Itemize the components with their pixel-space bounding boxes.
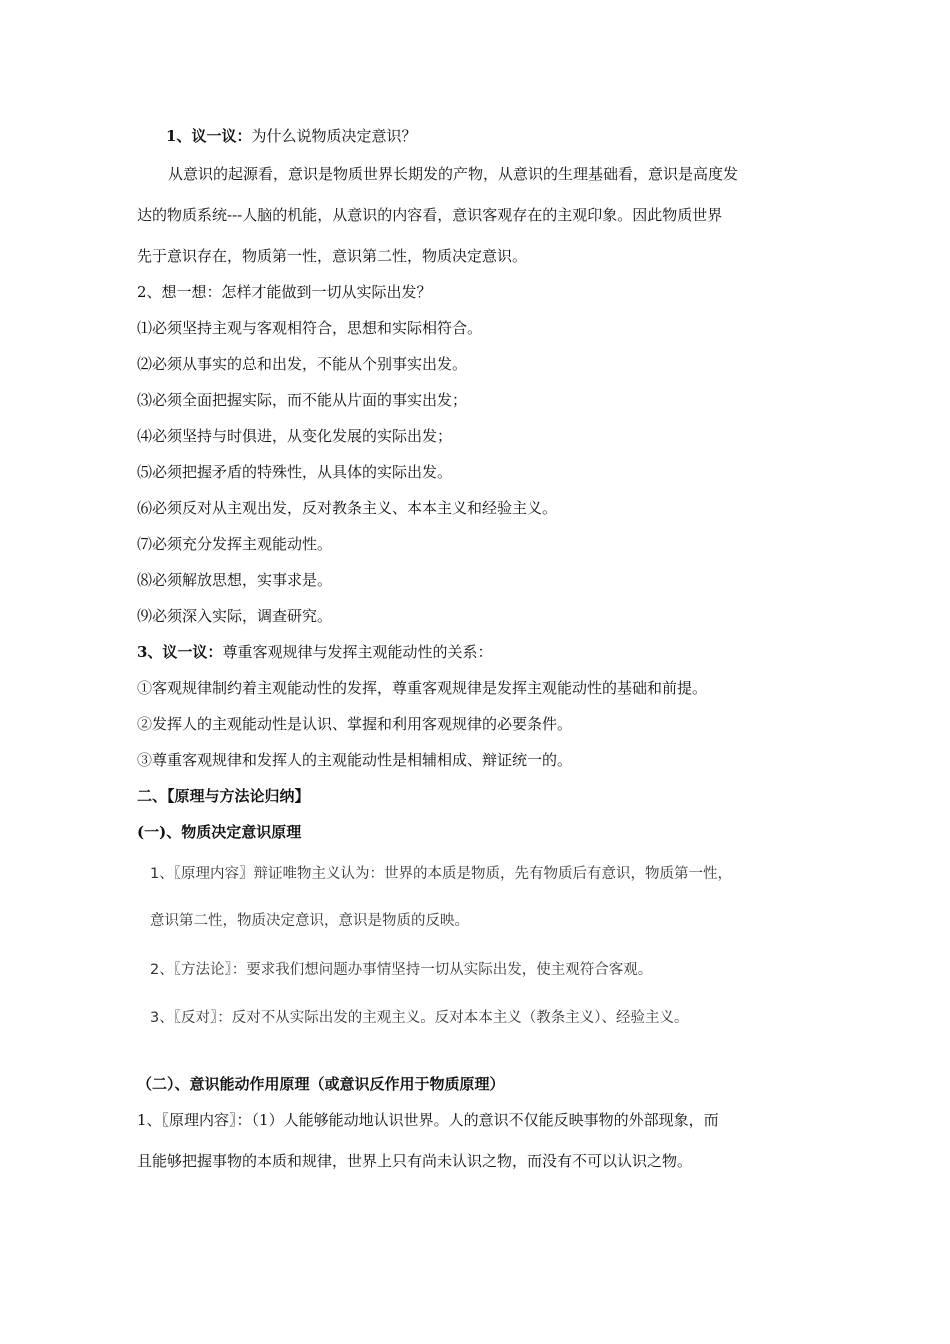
list-item: ②发挥人的主观能动性是认识、掌握和利用客观规律的必要条件。 [137, 715, 573, 733]
paragraph-line: 先于意识存在，物质第一性，意识第二性，物质决定意识。 [137, 247, 528, 265]
list-item: ⑻必须解放思想，实事求是。 [137, 571, 333, 589]
question-1 [166, 126, 416, 146]
image-text-line: 意识第二性，物质决定意识，意识是物质的反映。 [150, 913, 469, 929]
list-item: ⑺必须充分发挥主观能动性。 [137, 535, 333, 553]
question-3-label: 3、议一议： [137, 643, 223, 661]
paragraph-line: 1、〖原理内容〗：（1）人能够能动地认识世界。人的意识不仅能反映事物的外部现象，而 [137, 1111, 719, 1129]
list-item: ③尊重客观规律和发挥人的主观能动性是相辅相成、辩证统一的。 [137, 751, 573, 769]
list-item: ⑴必须坚持主观与客观相符合，思想和实际相符合。 [137, 319, 483, 337]
section-heading: 二、【原理与方法论归纳】 [137, 787, 310, 805]
question-3 [137, 642, 492, 662]
paragraph-line: 从意识的起源看，意识是物质世界长期发的产物，从意识的生理基础看，意识是高度发 [168, 165, 739, 183]
question-3-text: 尊重客观规律与发挥主观能动性的关系： [222, 643, 493, 661]
image-text-line: 2、〖方法论〗：要求我们想问题办事情坚持一切从实际出发，使主观符合客观。 [150, 962, 653, 978]
list-item: ⑸必须把握矛盾的特殊性，从具体的实际出发。 [137, 463, 453, 481]
subsection-heading: (一)、物质决定意识原理 [137, 823, 302, 841]
image-text-line: 1、〖原理内容〗辩证唯物主义认为：世界的本质是物质，先有物质后有意识，物质第一性， [150, 866, 732, 882]
list-item: ⑹必须反对从主观出发，反对教条主义、本本主义和经验主义。 [137, 499, 558, 517]
image-text-line: 3、〖反对〗：反对不从实际出发的主观主义。反对本本主义（教条主义）、经验主义。 [150, 1010, 689, 1026]
paragraph-line: 且能够把握事物的本质和规律，世界上只有尚未认识之物，而没有不可以认识之物。 [137, 1152, 693, 1170]
list-item: ⑼必须深入实际，调查研究。 [137, 607, 333, 625]
list-item: ①客观规律制约着主观能动性的发挥，尊重客观规律是发挥主观能动性的基础和前提。 [137, 679, 708, 697]
paragraph-line: 达的物质系统---人脑的机能，从意识的内容看，意识客观存在的主观印象。因此物质世界 [137, 206, 723, 224]
list-item: ⑷必须坚持与时俱进，从变化发展的实际出发； [137, 427, 453, 445]
subsection-heading: （二）、意识能动作用原理（或意识反作用于物质原理） [137, 1075, 505, 1093]
question-1-label: 议一议： [191, 127, 252, 145]
question-1-number: 1、 [166, 127, 192, 145]
list-item: ⑶必须全面把握实际，而不能从片面的事实出发； [137, 391, 468, 409]
list-item: ⑵必须从事实的总和出发，不能从个别事实出发。 [137, 355, 468, 373]
question-2: 2、想一想：怎样才能做到一切从实际出发？ [137, 283, 432, 301]
question-1-text: 为什么说物质决定意识？ [251, 127, 417, 145]
